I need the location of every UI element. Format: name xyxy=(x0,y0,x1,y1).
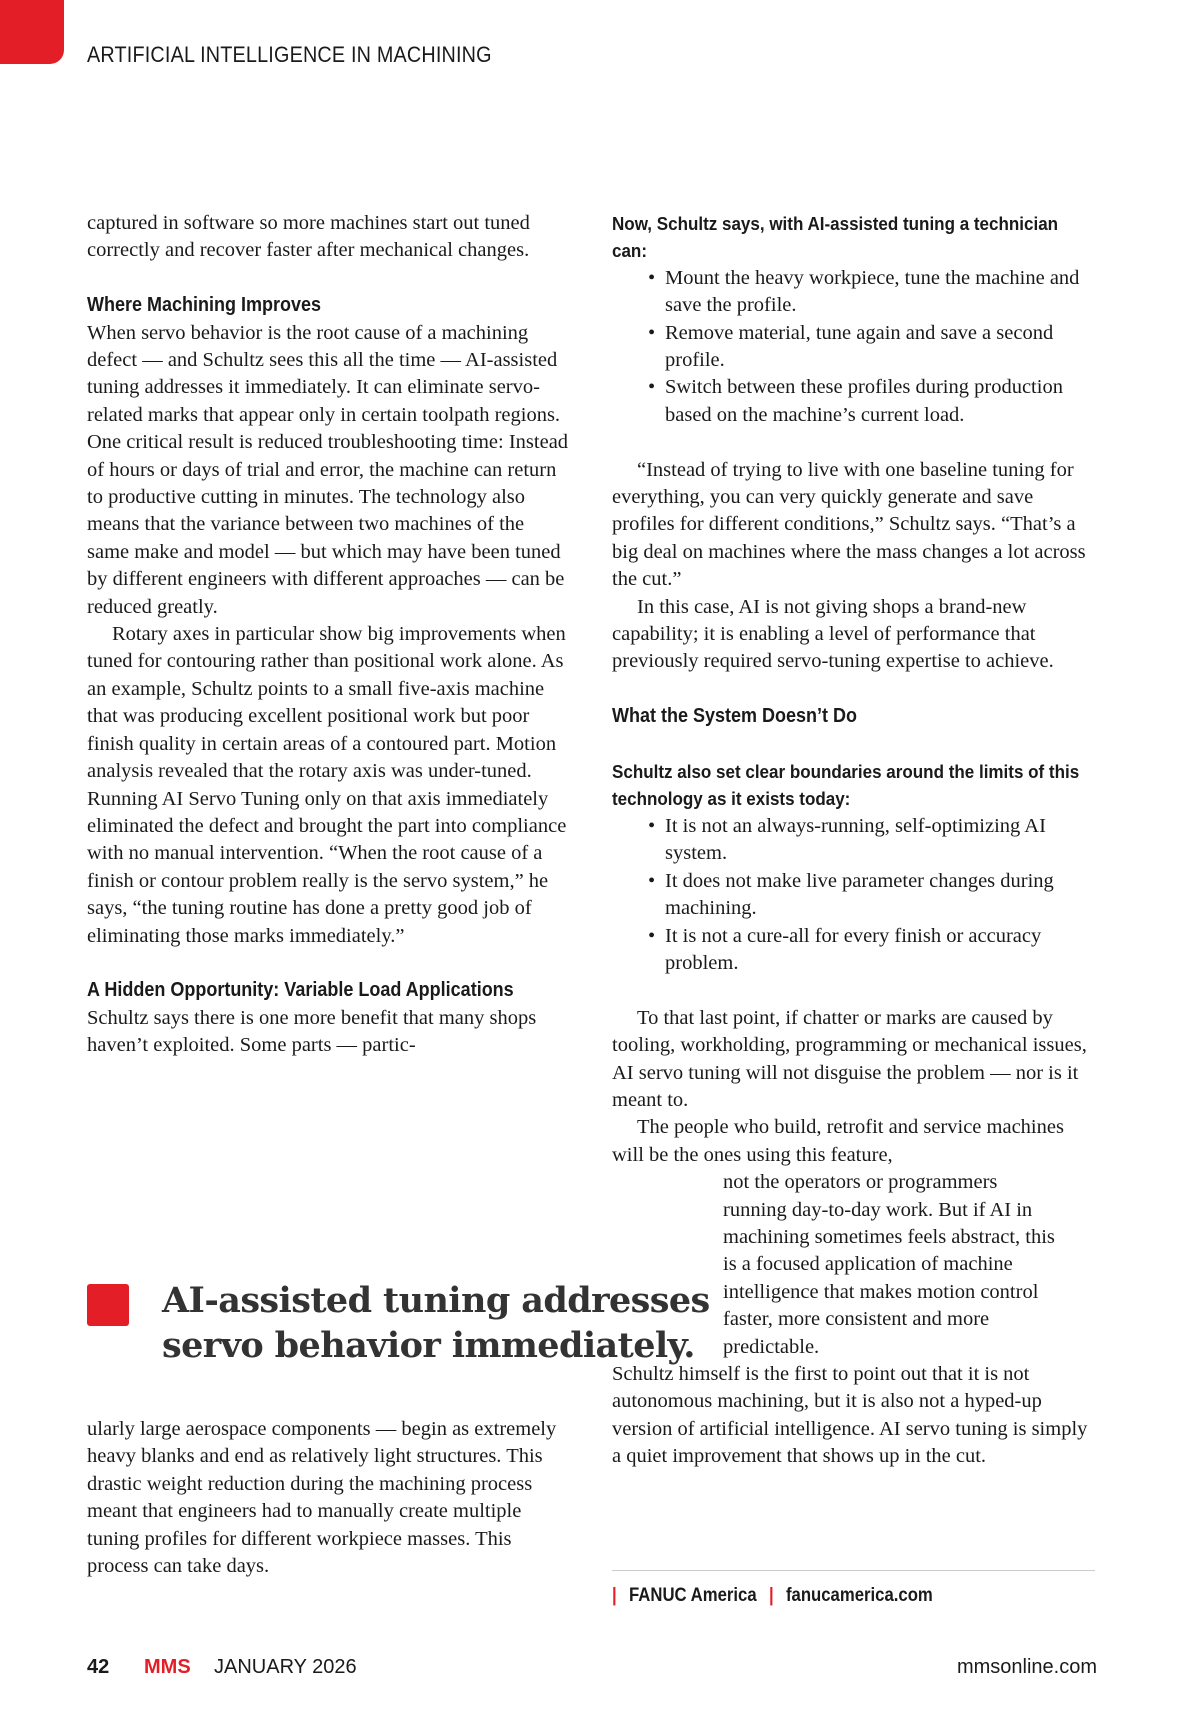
pull-quote-marker xyxy=(87,1284,129,1326)
paragraph: captured in software so more machines start out tuned correctly and recover faster after mechanical changes. xyxy=(87,212,530,262)
company-name: FANUC America xyxy=(629,1585,757,1606)
subheading: Where Machining Improves xyxy=(87,294,322,317)
paragraph-wrapped: not the operators or programmers running day-to-day work. But if AI in machining sometimes feels abstract, this is a focused application of machine intelligence that makes motion control faster, more consistent and more predictable. xyxy=(723,1171,1055,1358)
pull-quote-text: AI-assisted tuning addresses servo behavior immediately. xyxy=(162,1280,710,1366)
bullet-list xyxy=(612,813,1100,977)
paragraph: ularly large aerospace components — begin as extremely heavy blanks and end as relatively light structures. This drastic weight reduction during the machining process meant that engineers had to manually create multiple tuning profiles for different workpiece masses. This process can take days. xyxy=(87,1418,557,1578)
paragraph: Schultz says there is one more benefit that many shops haven’t exploited. Some parts — partic- xyxy=(87,1006,537,1057)
paragraph: In this case, AI is not giving shops a brand-new capability; it is enabling a level of performance that previously required servo-tuning expertise to achieve. xyxy=(612,595,1054,673)
subheading: A Hidden Opportunity: Variable Load Applications xyxy=(87,979,514,1002)
paragraph: Rotary axes in particular show big improvements when tuned for contouring rather than positional work alone. As an example, Schultz points to a small five-axis machine that was producing excellent positional work but poor finish quality in certain areas of a contoured part. Motion analysis revealed that the rotary axis was under-tuned. Running AI Servo Tuning only on that axis immediately eliminated the defect and brought the part into compliance with no manual intervention. “When the root cause of a finish or contour problem really is the servo system,” he says, “the tuning routine has done a pretty good job of eliminating those marks immediately.” xyxy=(87,623,567,947)
list-item: • It is not an always-running, self-optimizing AI system. xyxy=(665,813,1100,868)
left-column xyxy=(87,210,571,1060)
lead-in: Now, Schultz says, with AI-assisted tuning a technician can: xyxy=(612,213,1059,262)
magazine-website[interactable]: mmsonline.com xyxy=(956,1656,1097,1678)
list-item: • Remove material, tune again and save a second profile. xyxy=(665,320,1100,375)
list-item: • Mount the heavy workpiece, tune the machine and save the profile. xyxy=(665,265,1100,320)
paragraph: “Instead of trying to live with one baseline tuning for everything, you can very quickly generate and save profiles for different conditions,” Schultz says. “That’s a big deal on machines where the mass changes a lot across the cut.” xyxy=(612,458,1086,591)
list-item: • It does not make live parameter changes during machining. xyxy=(665,868,1100,923)
divider xyxy=(612,1570,1095,1571)
issue-date: JANUARY 2026 xyxy=(214,1656,357,1678)
paragraph: Schultz himself is the first to point out that it is not autonomous machining, but it is also not a hyped-up version of artificial intelligence. AI servo tuning is simply a quiet improvement that shows up in the cut. xyxy=(612,1363,1088,1468)
source-credit: | FANUC America | fanucamerica.com xyxy=(612,1585,933,1606)
subheading: What the System Doesn’t Do xyxy=(612,705,858,728)
section-title: ARTIFICIAL INTELLIGENCE IN MACHINING xyxy=(87,42,492,67)
paragraph: The people who build, retrofit and service machines will be the ones using this feature, xyxy=(612,1116,1064,1166)
list-item: • It is not a cure-all for every finish or accuracy problem. xyxy=(665,923,1100,978)
left-column-continued xyxy=(87,1416,571,1580)
company-website[interactable]: fanucamerica.com xyxy=(785,1585,933,1606)
page-number: 42 xyxy=(87,1656,110,1678)
paragraph: To that last point, if chatter or marks are caused by tooling, workholding, programming or mechanical issues, AI servo tuning will not disguise the problem — nor is it meant to. xyxy=(612,1006,1087,1111)
paragraph: When servo behavior is the root cause of a machining defect — and Schultz sees this all the time — AI-assisted tuning addresses it immediately. It can eliminate servo-related marks that appear only in certain toolpath regions. One critical result is reduced troubleshooting time: Instead of hours or days of trial and error, the machine can return to productive cutting in minutes. The technology also means that the variance between two machines of the same make and model — but which may have been tuned by different engineers with different approaches — can be reduced greatly. xyxy=(87,321,569,618)
corner-tab xyxy=(0,0,64,64)
magazine-logo: MMS xyxy=(144,1656,191,1678)
lead-in: Schultz also set clear boundaries around the limits of this technology as it exists today: xyxy=(612,761,1080,810)
right-column xyxy=(612,210,1100,1471)
bullet-list xyxy=(612,265,1100,429)
list-item: • Switch between these profiles during production based on the machine’s current load. xyxy=(665,374,1100,429)
